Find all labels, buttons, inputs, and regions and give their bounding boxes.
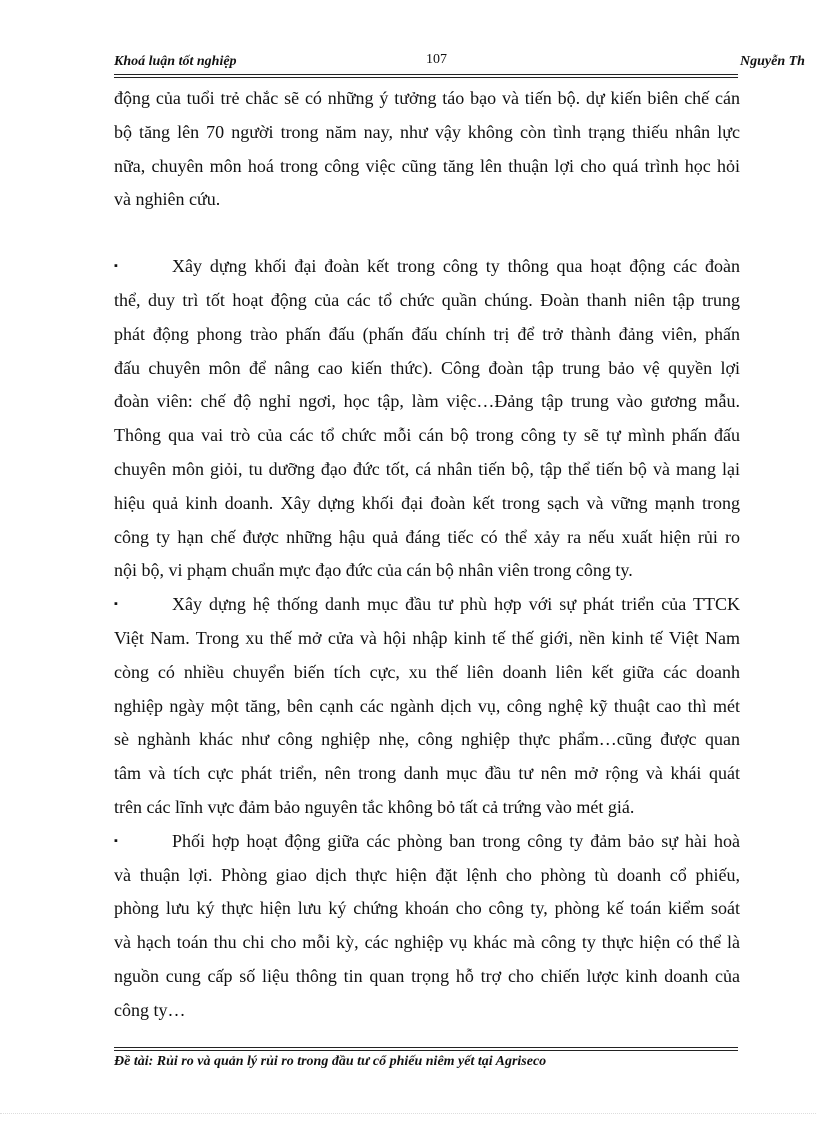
footer-rule	[114, 1047, 738, 1048]
text-line	[114, 588, 740, 622]
text-line: nội bộ, vi phạm chuẩn mực đạo đức của cán bộ nhân viên trong công ty.	[114, 560, 633, 581]
text-line-content: Xây dựng khối đại đoàn kết trong công ty thông qua hoạt động các đoàn	[172, 256, 740, 277]
bullet-icon: ▪	[114, 598, 118, 611]
page-number: 107	[426, 52, 447, 67]
text-line	[114, 825, 740, 859]
text-line	[114, 250, 740, 284]
text-line: bộ tăng lên 70 người trong năm nay, như vậy không còn tình trạng thiếu nhân lực	[114, 121, 740, 142]
text-line: còng có nhiều chuyển biến tích cực, xu thế liên doanh liên kết giữa các doanh	[114, 661, 740, 682]
thesis-label: Khoá luận tốt nghiệp	[114, 54, 237, 69]
text-line-content: Phối hợp hoạt động giữa các phòng ban trong công ty đảm bảo sự hài hoà	[172, 830, 740, 851]
text-line: Thông qua vai trò của các tổ chức mỗi cán bộ trong công ty sẽ tự mình phấn đấu	[114, 425, 740, 446]
text-line: đấu chuyên môn để nâng cao kiến thức). Công đoàn tập trung bảo vệ quyền lợi	[114, 357, 740, 378]
text-line: tâm và tích cực phát triển, nên trong danh mục đầu tư nên mở rộng và khái quát	[114, 763, 740, 784]
bottom-border	[0, 1113, 816, 1114]
body-text	[114, 82, 740, 1028]
text-line: đoàn viên: chế độ nghỉ ngơi, học tập, làm việc…Đảng tập trung vào gương mẫu.	[114, 391, 740, 412]
text-line: phát động phong trào phấn đấu (phấn đấu chính trị để trở thành đảng viên, phấn	[114, 323, 740, 344]
paragraph-gap	[114, 217, 740, 250]
text-line: công ty…	[114, 999, 186, 1020]
bullet-icon: ▪	[114, 260, 118, 273]
text-line: và nghiên cứu.	[114, 189, 221, 210]
text-line: thể, duy trì tốt hoạt động của các tổ chức quần chúng. Đoàn thanh niên tập trung	[114, 289, 740, 310]
text-line: chuyên môn giỏi, tu dưỡng đạo đức tốt, cá nhân tiến bộ, tập thể tiến bộ và mang lại	[114, 458, 740, 479]
text-line: trên các lĩnh vực đảm bảo nguyên tắc không bỏ tất cả trứng vào mét giá.	[114, 796, 635, 817]
header-rule-thin	[114, 77, 738, 78]
page-header	[114, 50, 816, 72]
text-line: nghiệp ngày một tăng, bên cạnh các ngành dịch vụ, công nghệ kỹ thuật cao thì mét	[114, 695, 740, 716]
text-line: phòng lưu ký thực hiện lưu ký chứng khoán cho công ty, phòng kế toán kiểm soát	[114, 898, 740, 919]
text-line: sè nghành khác như công nghiệp nhẹ, công nghiệp thực phẩm…cũng được quan	[114, 729, 740, 750]
text-line: và hạch toán thu chi cho mỗi kỳ, các nghiệp vụ khác mà công ty thực hiện có thể là	[114, 932, 740, 953]
text-line: Việt Nam. Trong xu thế mở cửa và hội nhập kinh tế thế giới, nền kinh tế Việt Nam	[114, 627, 740, 648]
text-line: hiệu quả kinh doanh. Xây dựng khối đại đoàn kết trong sạch và vững mạnh trong	[114, 492, 740, 513]
text-line: và thuận lợi. Phòng giao dịch thực hiện đặt lệnh cho phòng tù doanh cổ phiếu,	[114, 864, 740, 885]
text-line-content: Xây dựng hệ thống danh mục đầu tư phù hợp với sự phát triển của TTCK	[172, 594, 740, 615]
header-rule	[114, 74, 738, 75]
text-line: động của tuổi trẻ chắc sẽ có những ý tưởng táo bạo và tiến bộ. dự kiến biên chế cán	[114, 88, 740, 108]
footer-rule-thin	[114, 1050, 738, 1051]
text-line: nguồn cung cấp số liệu thông tin quan trọng hỗ trợ cho chiến lược kinh doanh của	[114, 965, 740, 986]
text-line: công ty hạn chế được những hậu quả đáng tiếc có thể xảy ra nếu xuất hiện rủi ro	[114, 526, 740, 547]
bullet-icon: ▪	[114, 834, 118, 847]
text-line: nữa, chuyên môn hoá trong công việc cũng tăng lên thuận lợi cho quá trình học hỏi	[114, 155, 740, 176]
footer-topic: Đề tài: Rủi ro và quản lý rủi ro trong đầu tư cổ phiếu niêm yết tại Agriseco	[114, 1054, 547, 1069]
author-name: Nguyễn Th	[740, 54, 805, 69]
